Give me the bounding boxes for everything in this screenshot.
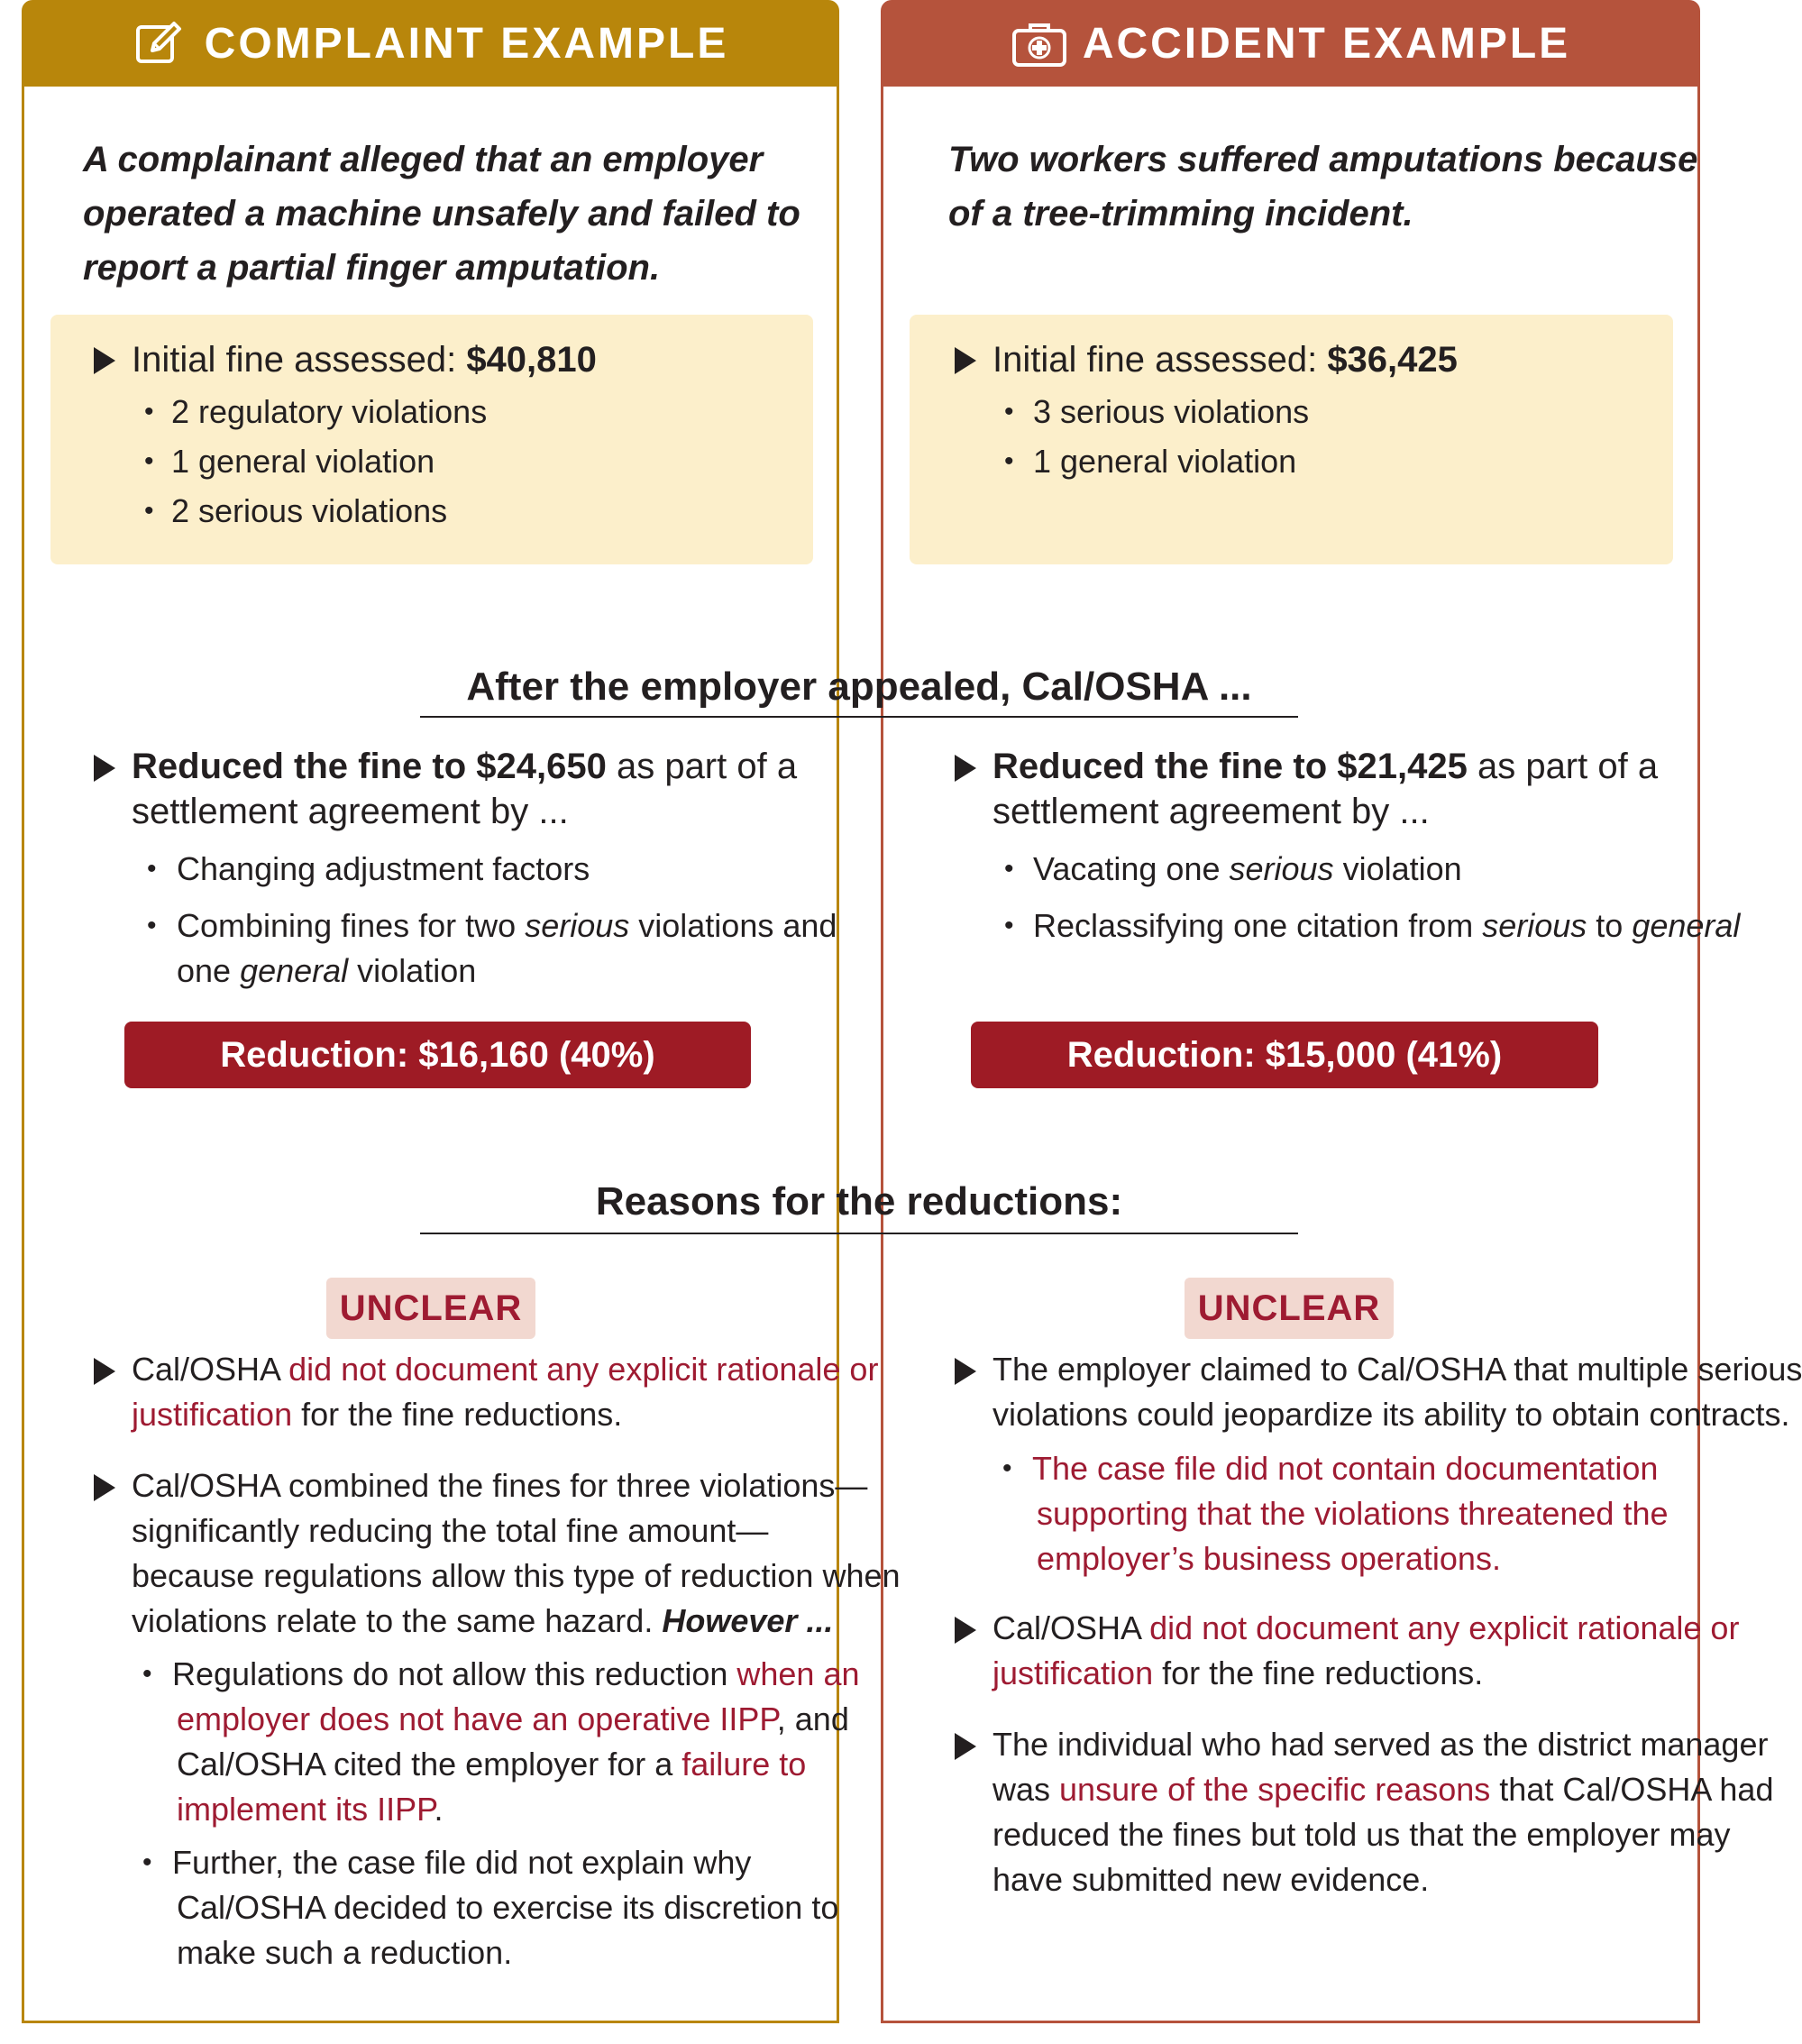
text-span: violations and [629, 907, 837, 944]
accident-reduced-line [992, 744, 1658, 789]
arrow-bullet-icon [955, 1358, 976, 1385]
reduction-item [177, 903, 837, 949]
complaint-reduction-bar: Reduction: $16,160 (40%) [124, 1022, 751, 1088]
text-span: for the fine reductions. [292, 1396, 623, 1433]
reason-line: reduced the fines but told us that the employer may [992, 1816, 1731, 1853]
complaint-header [22, 0, 839, 87]
arrow-bullet-icon [955, 755, 976, 782]
text-span: Regulations do not allow this reduction [172, 1655, 737, 1692]
initial-fine-label: Initial fine assessed: [132, 340, 467, 380]
bullet-icon: • [144, 496, 154, 526]
bullet-icon: • [142, 1659, 152, 1689]
bullet-icon: • [1004, 911, 1014, 940]
highlight-text: The case file did not contain documentation [1032, 1450, 1659, 1487]
reason-sub-line [177, 1697, 849, 1742]
text-span: violations relate to the same hazard. [132, 1602, 663, 1639]
reason-line: violations could jeopardize its ability to obtain contracts. [992, 1396, 1790, 1433]
accident-title: ACCIDENT EXAMPLE [1082, 19, 1571, 68]
reason-line: Cal/OSHA combined the fines for three violations— [132, 1467, 868, 1504]
reason-sub-line: make such a reduction. [177, 1934, 513, 1971]
appeal-divider [420, 716, 1298, 718]
accident-initial-fine [992, 337, 1458, 382]
text-span: serious [525, 907, 630, 944]
arrow-bullet-icon [94, 1358, 115, 1385]
text-span: serious [1482, 907, 1587, 944]
reason-line [992, 1767, 1773, 1812]
reason-sub-line: Further, the case file did not explain why [172, 1844, 752, 1881]
reduced-text: as part of a [606, 747, 798, 786]
reason-line: have submitted new evidence. [992, 1861, 1430, 1898]
accident-reduced-line2: settlement agreement by ... [992, 792, 1430, 831]
text-span: that Cal/OSHA had [1490, 1771, 1774, 1808]
reason-line [132, 1347, 878, 1392]
highlight-text: justification [992, 1654, 1154, 1691]
accident-intro [948, 133, 1697, 241]
arrow-bullet-icon [955, 347, 976, 374]
reason-sub-line: Cal/OSHA decided to exercise its discretion to [177, 1889, 839, 1926]
initial-item: 3 serious violations [1033, 393, 1310, 430]
complaint-intro-line: operated a machine unsafely and failed to [83, 194, 800, 234]
text-span: However ... [662, 1602, 834, 1639]
complaint-intro-line: report a partial finger amputation. [83, 248, 661, 288]
text-span: was [992, 1771, 1060, 1808]
text-span: , and [776, 1700, 849, 1737]
reason-line [992, 1606, 1739, 1651]
reason-line [992, 1651, 1483, 1696]
arrow-bullet-icon [955, 1733, 976, 1760]
bullet-icon: • [1004, 446, 1014, 476]
text-span: Cal/OSHA [132, 1351, 289, 1388]
reason-line: The employer claimed to Cal/OSHA that multiple serious [992, 1351, 1802, 1388]
reason-line [132, 1392, 622, 1437]
reason-line: The individual who had served as the district manager [992, 1726, 1769, 1763]
arrow-bullet-icon [94, 347, 115, 374]
text-span: violation [348, 952, 477, 989]
highlight-text: did not document any explicit rationale or [1149, 1609, 1740, 1646]
complaint-reduced-line [132, 744, 797, 789]
reasons-section-title: Reasons for the reductions: [595, 1179, 1123, 1224]
reduction-item [1033, 847, 1462, 892]
accident-intro-line: Two workers suffered amputations because [948, 140, 1698, 179]
complaint-title: COMPLAINT EXAMPLE [204, 19, 729, 68]
accident-unclear-badge: UNCLEAR [1185, 1278, 1394, 1339]
reason-sub-line [177, 1787, 443, 1832]
initial-fine-label: Initial fine assessed: [992, 340, 1328, 380]
appeal-section-title: After the employer appealed, Cal/OSHA ... [466, 665, 1252, 709]
reason-line [132, 1599, 833, 1644]
initial-item: 1 general violation [1033, 443, 1297, 480]
reduction-item: Changing adjustment factors [177, 850, 590, 887]
bullet-icon: • [147, 911, 157, 940]
reason-sub-line [172, 1652, 860, 1697]
text-span: Cal/OSHA cited the employer for a [177, 1746, 682, 1783]
accident-header [881, 0, 1700, 87]
text-span: serious [1229, 850, 1334, 887]
reduction-item-cont [177, 949, 476, 994]
reasons-divider [420, 1233, 1298, 1234]
bullet-icon: • [142, 1847, 152, 1877]
reduction-item [1033, 903, 1740, 949]
text-span: to [1587, 907, 1633, 944]
text-span: general [1632, 907, 1741, 944]
arrow-bullet-icon [955, 1617, 976, 1644]
pencil-icon [133, 18, 183, 69]
highlight-text: employer does not have an operative IIPP [177, 1700, 777, 1737]
bullet-icon: • [1002, 1453, 1012, 1483]
reduced-amount: Reduced the fine to $21,425 [992, 747, 1468, 786]
reduced-amount: Reduced the fine to $24,650 [132, 747, 607, 786]
reason-line: because regulations allow this type of reduction when [132, 1557, 901, 1594]
complaint-initial-fine [132, 337, 597, 382]
highlight-text: supporting that the violations threatened the [1037, 1495, 1669, 1532]
text-span: for the fine reductions. [1153, 1654, 1484, 1691]
arrow-bullet-icon [94, 755, 115, 782]
accident-reduction-bar: Reduction: $15,000 (41%) [971, 1022, 1598, 1088]
highlight-text: implement its IIPP [177, 1791, 434, 1828]
text-span: . [434, 1791, 444, 1828]
reduced-text: as part of a [1467, 747, 1659, 786]
complaint-unclear-badge: UNCLEAR [326, 1278, 535, 1339]
initial-fine-value: $36,425 [1327, 340, 1458, 380]
complaint-intro-line: A complainant alleged that an employer [83, 140, 764, 179]
complaint-intro [83, 133, 800, 295]
bullet-icon: • [144, 397, 154, 426]
highlight-text: unsure of the specific reasons [1059, 1771, 1491, 1808]
bullet-icon: • [147, 854, 157, 884]
highlight-text: employer’s business operations. [1037, 1540, 1501, 1577]
bullet-icon: • [1004, 397, 1014, 426]
highlight-text: justification [132, 1396, 293, 1433]
text-span: violation [1333, 850, 1462, 887]
initial-item: 1 general violation [171, 443, 435, 480]
complaint-reduced-line2: settlement agreement by ... [132, 792, 569, 831]
text-span: Cal/OSHA [992, 1609, 1150, 1646]
text-span: Vacating one [1033, 850, 1230, 887]
initial-fine-value: $40,810 [466, 340, 597, 380]
bullet-icon: • [144, 446, 154, 476]
highlight-text: failure to [681, 1746, 807, 1783]
highlight-text: when an [736, 1655, 860, 1692]
initial-item: 2 serious violations [171, 492, 448, 529]
highlight-text: did not document any explicit rationale or [288, 1351, 879, 1388]
bullet-icon: • [1004, 854, 1014, 884]
accident-intro-line: of a tree-trimming incident. [948, 194, 1413, 234]
text-span: Combining fines for two [177, 907, 526, 944]
initial-item: 2 regulatory violations [171, 393, 488, 430]
text-span: general [240, 952, 349, 989]
text-span: one [177, 952, 241, 989]
text-span: Reclassifying one citation from [1033, 907, 1483, 944]
reason-sub-line [177, 1742, 806, 1787]
reason-line: significantly reducing the total fine amount— [132, 1512, 769, 1549]
first-aid-kit-icon [1011, 18, 1061, 69]
arrow-bullet-icon [94, 1474, 115, 1501]
